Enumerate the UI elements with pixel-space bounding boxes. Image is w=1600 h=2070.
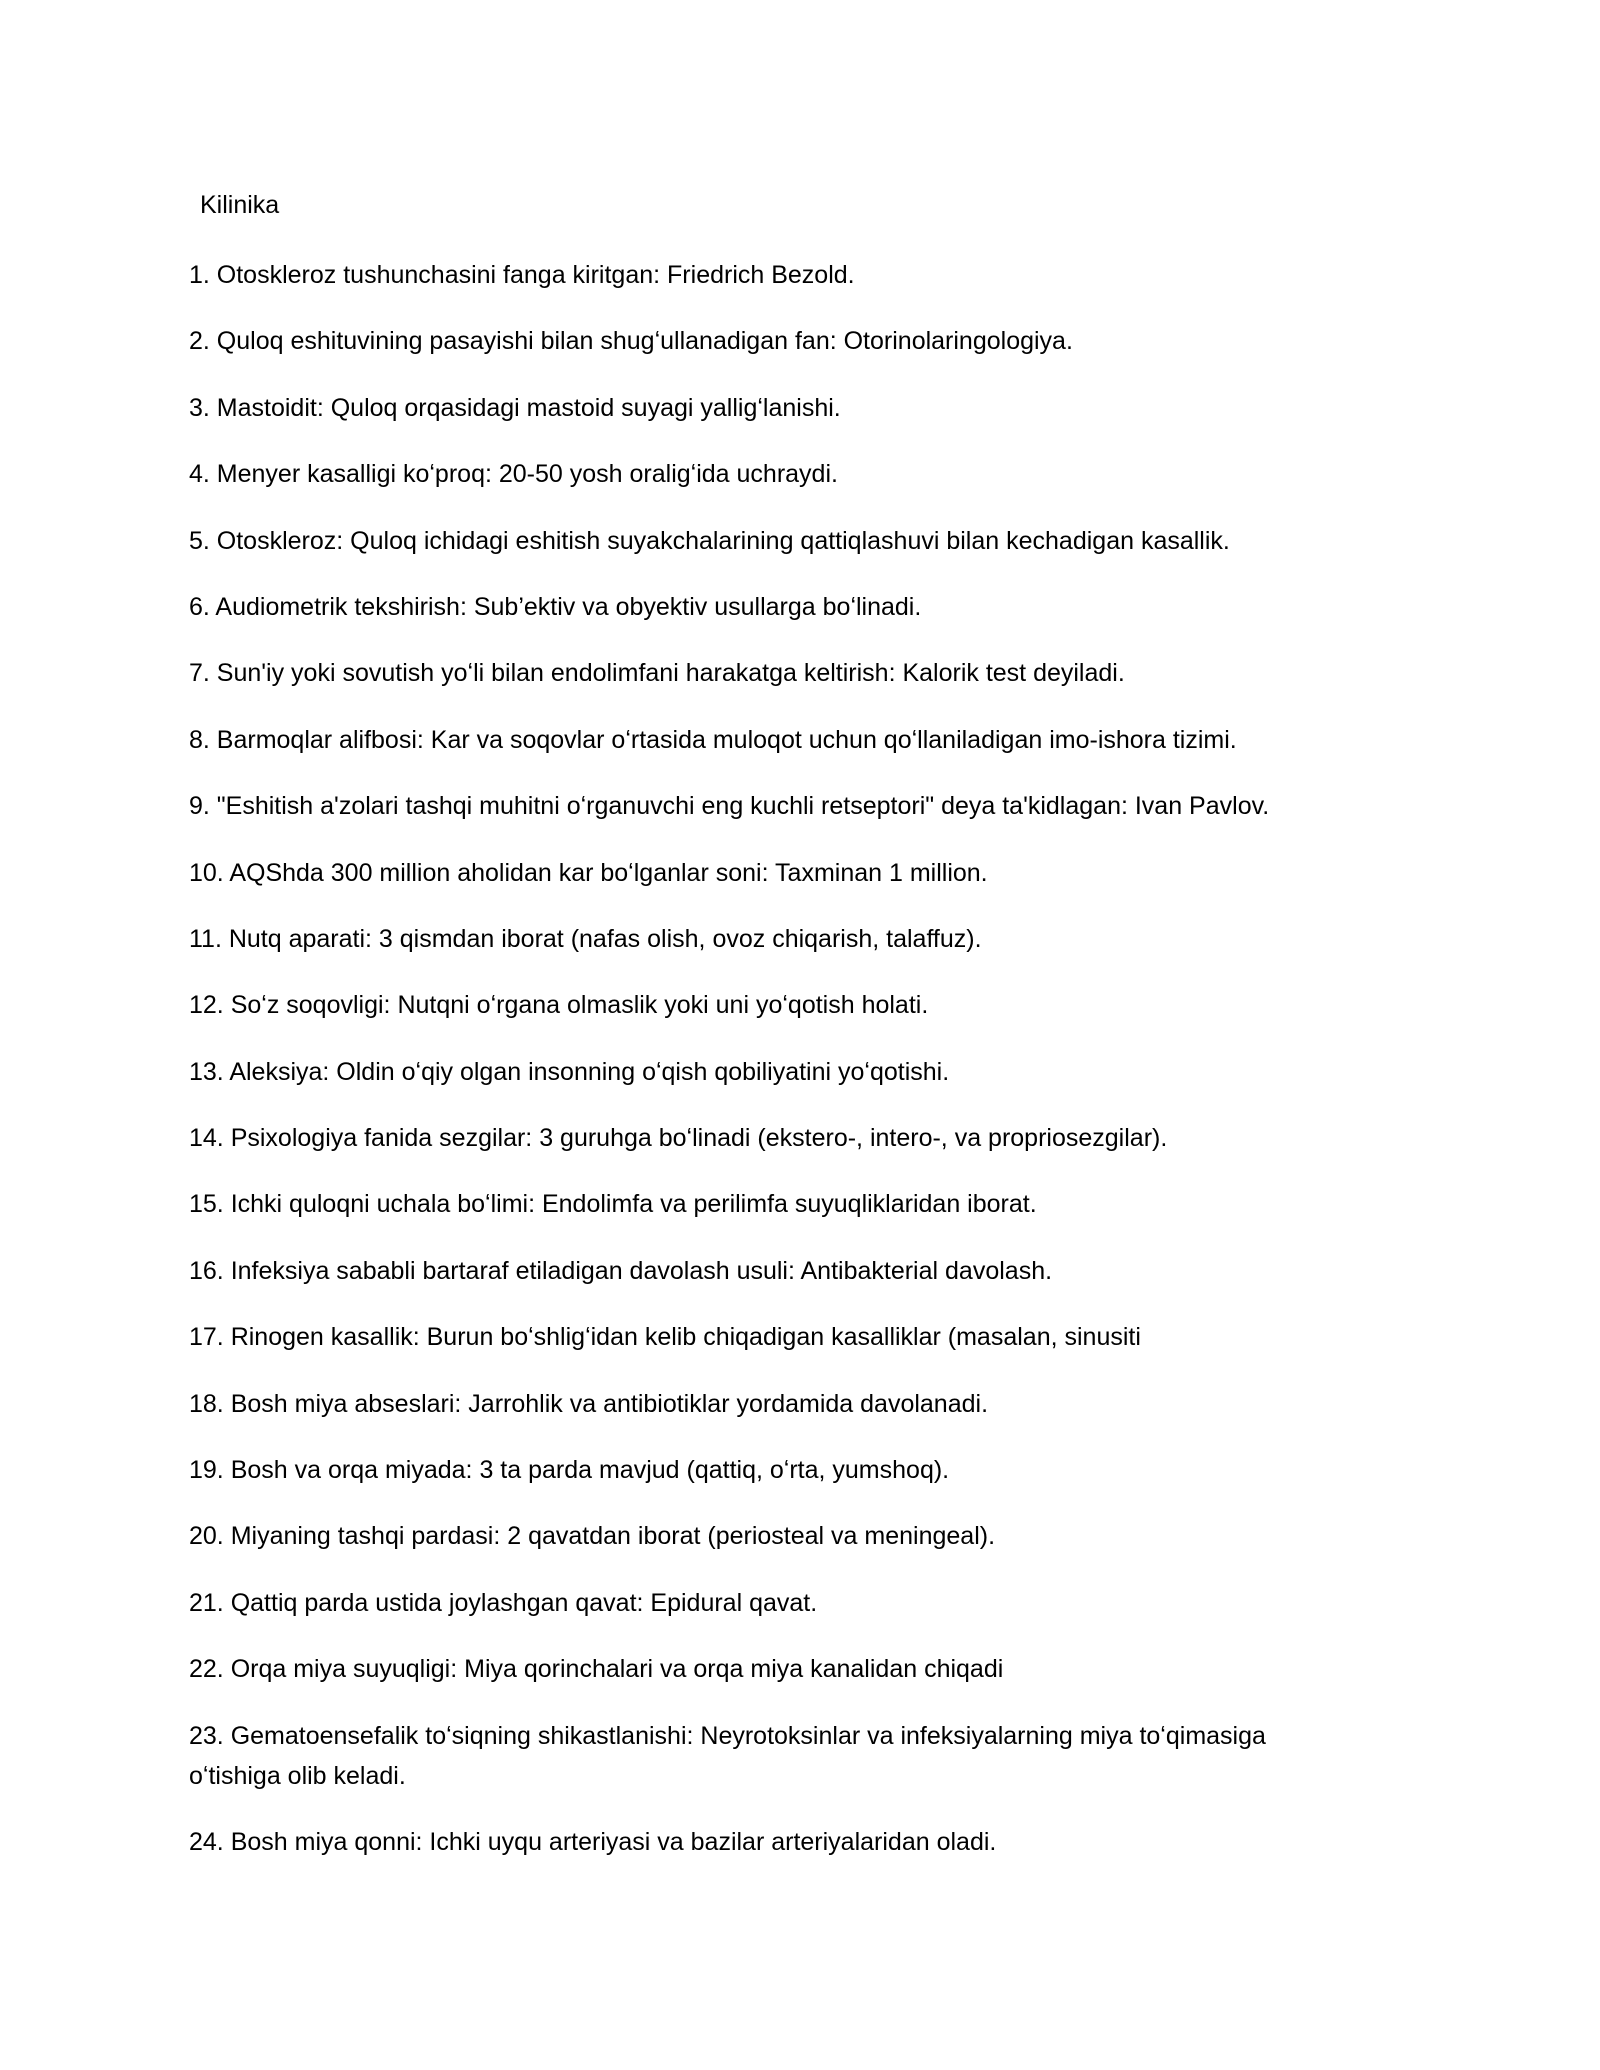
list-item: 24. Bosh miya qonni: Ichki uyqu arteriyasi va bazilar arteriyalaridan oladi.: [189, 1827, 997, 1856]
list-item: 1. Otoskleroz tushunchasini fanga kiritgan: Friedrich Bezold.: [189, 261, 855, 289]
list-item: 2. Quloq eshituvining pasayishi bilan shugʻullanadigan fan: Otorinolaringologiya.: [189, 327, 1073, 356]
list-item: 14. Psixologiya fanida sezgilar: 3 guruhga boʻlinadi (ekstero-, intero-, va propriosezgilar).: [189, 1124, 1168, 1153]
list-item: 21. Qattiq parda ustida joylashgan qavat: Epidural qavat.: [189, 1588, 818, 1617]
list-item: 9. "Eshitish a'zolari tashqi muhitni oʻrganuvchi eng kuchli retseptori" deya ta'kidlagan: Ivan Pavlov.: [189, 792, 1270, 821]
list-item: 5. Otoskleroz: Quloq ichidagi eshitish suyakchalarining qattiqlashuvi bilan kechadigan kasallik.: [189, 526, 1230, 555]
list-item: 22. Orqa miya suyuqligi: Miya qorinchalari va orqa miya kanalidan chiqadi: [189, 1655, 1004, 1684]
document-title: Kilinika: [200, 191, 280, 219]
list-item: 19. Bosh va orqa miyada: 3 ta parda mavjud (qattiq, oʻrta, yumshoq).: [189, 1456, 950, 1485]
list-item: 10. AQShda 300 million aholidan kar boʻlganlar soni: Taxminan 1 million.: [189, 858, 988, 887]
list-item: 15. Ichki quloqni uchala boʻlimi: Endolimfa va perilimfa suyuqliklaridan iborat.: [189, 1190, 1037, 1219]
list-item: 13. Aleksiya: Oldin oʻqiy olgan insonning oʻqish qobiliyatini yoʻqotishi.: [189, 1057, 950, 1086]
list-item: 20. Miyaning tashqi pardasi: 2 qavatdan iborat (periosteal va meningeal).: [189, 1522, 996, 1551]
numbered-list: [189, 255, 1339, 1888]
list-item: 23. Gematoensefalik toʻsiqning shikastlanishi: Neyrotoksinlar va infeksiyalarning miya toʻqimasiga oʻtishiga olib keladi.: [189, 1721, 1266, 1790]
list-item: 6. Audiometrik tekshirish: Sub’ektiv va obyektiv usullarga boʻlinadi.: [189, 592, 922, 621]
list-item: 18. Bosh miya abseslari: Jarrohlik va antibiotiklar yordamida davolanadi.: [189, 1389, 989, 1418]
list-item: 4. Menyer kasalligi koʻproq: 20-50 yosh oraligʻida uchraydi.: [189, 460, 838, 489]
list-item: 3. Mastoidit: Quloq orqasidagi mastoid suyagi yalligʻlanishi.: [189, 393, 841, 422]
list-item: 7. Sun'iy yoki sovutish yoʻli bilan endolimfani harakatga keltirish: Kalorik test deyiladi.: [189, 659, 1125, 688]
list-item: 12. Soʻz soqovligi: Nutqni oʻrgana olmaslik yoki uni yoʻqotish holati.: [189, 991, 929, 1020]
list-item: 11. Nutq aparati: 3 qismdan iborat (nafas olish, ovoz chiqarish, talaffuz).: [189, 924, 982, 953]
list-item: 8. Barmoqlar alifbosi: Kar va soqovlar oʻrtasida muloqot uchun qoʻllaniladigan imo-ishora tizimi.: [189, 725, 1237, 754]
list-item: 17. Rinogen kasallik: Burun boʻshligʻidan kelib chiqadigan kasalliklar (masalan, sinusiti: [189, 1323, 1141, 1352]
list-item: 16. Infeksiya sababli bartaraf etiladigan davolash usuli: Antibakterial davolash.: [189, 1256, 1053, 1285]
